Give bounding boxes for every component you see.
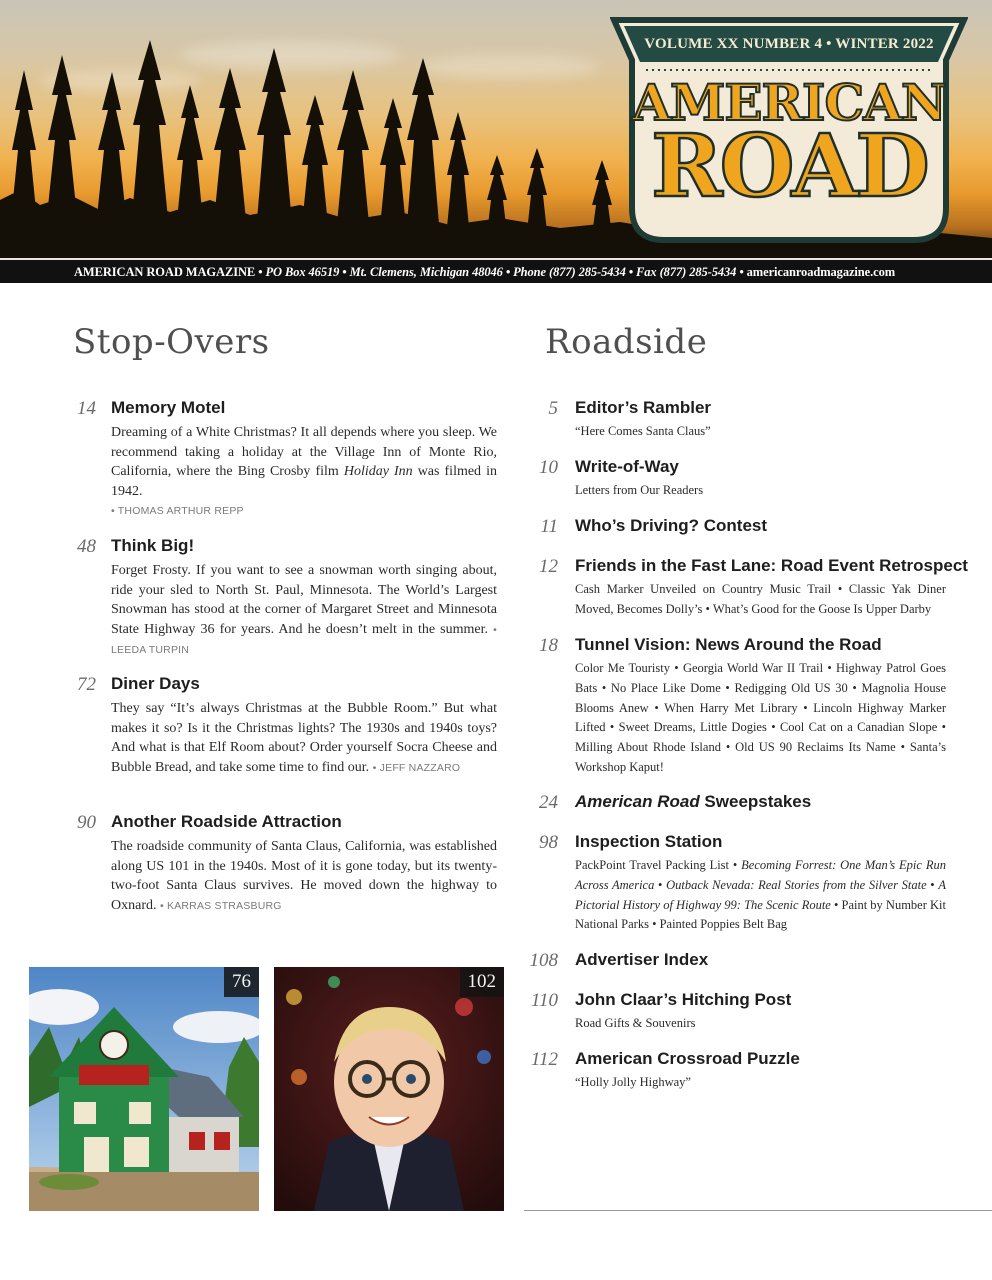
page-number: 18: [539, 635, 558, 656]
photo-ralphie[interactable]: [274, 967, 504, 1211]
page-number: 48: [77, 536, 96, 557]
page-number: 11: [540, 516, 558, 537]
entry-title: Inspection Station: [575, 832, 723, 851]
stopovers-heading: Stop-Overs: [73, 322, 270, 362]
page-number: 110: [530, 990, 558, 1011]
magazine-address: • PO Box 46519 • Mt. Clemens, Michigan 48046 • Phone (877) 285-5434 • Fax (877) 285-5434 •: [255, 265, 747, 279]
photo-page-tag: 76: [224, 967, 259, 997]
entry-description: Road Gifts & Souvenirs: [575, 1016, 696, 1030]
page-number: 12: [539, 556, 558, 577]
author: • LEEDA TURPIN: [111, 623, 498, 656]
author: • THOMAS ARTHUR REPP: [111, 505, 244, 517]
photo-santas-workshop[interactable]: [29, 967, 259, 1211]
american-road-logo: [610, 16, 968, 244]
website-link[interactable]: americanroadmagazine.com: [746, 265, 896, 279]
photo-page-tag: 102: [460, 967, 505, 997]
entry-description: Forget Frosty. If you want to see a snowman worth singing about, ride your sled to North St. Paul, Minnesota. The World’s Largest Snowman has stood at the corner of Margaret Street and Minnesota State Highway 36 for years. And he doesn’t melt in the summer. • LEEDA TURPIN: [111, 563, 498, 656]
header-photo: [0, 0, 992, 258]
entry-title: Another Roadside Attraction: [111, 812, 342, 831]
entry-title: Editor’s Rambler: [575, 398, 712, 417]
entry-title: American Crossroad Puzzle: [575, 1049, 800, 1068]
page-number: 112: [530, 1049, 558, 1070]
divider: [524, 1210, 992, 1211]
page-number: 14: [77, 398, 96, 419]
entry-description: Dreaming of a White Christmas? It all depends where you sleep. We recommend taking a holiday at the Village Inn of Monte Rio, California, where the Bing Crosby film Holiday Inn was filmed in 1942. • THOMAS ARTHUR REPP: [111, 425, 497, 517]
page-number: 5: [548, 398, 558, 419]
entry-title: Diner Days: [111, 674, 200, 693]
entry-description: Letters from Our Readers: [575, 483, 704, 497]
author: • KARRAS STRASBURG: [160, 899, 282, 912]
entry-description: PackPoint Travel Packing List • Becoming Forrest: One Man’s Epic Run Across America • Outback Nevada: Real Stories from the Silver State • A Pictorial History of Highway 99: The Scenic Route • Paint by Number Kit National Parks • Painted Poppies Belt Bag: [575, 858, 946, 932]
entry-description: “Here Comes Santa Claus”: [575, 424, 711, 438]
contact-bar: [0, 258, 992, 286]
magazine-name: AMERICAN ROAD MAGAZINE: [74, 265, 256, 279]
issue-volume: VOLUME XX NUMBER 4 • WINTER 2022: [644, 36, 934, 52]
logo-road: ROAD: [651, 116, 927, 217]
entry-description: “Holly Jolly Highway”: [575, 1075, 691, 1089]
entry-description: Cash Marker Unveiled on Country Music Trail • Classic Yak Diner Moved, Becomes Dolly’s • What’s Good for the Goose Is Upper Darby: [575, 582, 946, 616]
page-number: 24: [539, 792, 558, 813]
entry-description: Color Me Touristy • Georgia World War II Trail • Highway Patrol Goes Bats • No Place Like Dome • Redigging Old US 30 • Magnolia House Blooms Anew • When Harry Met Library • Lincoln Highway Marker Lifted • Sweet Dreams, Little Dogies • Cool Cat on a Canadian Slope • Milling About Rhode Island • Old US 90 Reclaims Its Name • Santa’s Workshop Kaput!: [575, 661, 946, 774]
entry-title: Who’s Driving? Contest: [575, 516, 768, 535]
entry-title: Write-of-Way: [575, 457, 679, 476]
page-number: 72: [77, 674, 96, 695]
roadside-heading: Roadside: [545, 322, 708, 362]
entry-description: The roadside community of Santa Claus, California, was established along US 101 in the 1940s. Most of it is gone today, but its twenty-two-foot Santa Claus survives. He moved down the highway to Oxnard. • KARRAS STRASBURG: [111, 839, 497, 913]
entry-title: Think Big!: [111, 536, 195, 555]
page-number: 10: [539, 457, 558, 478]
logo-american: AMERICAN: [632, 73, 946, 132]
entry-title: Advertiser Index: [575, 950, 709, 969]
entry-title: Tunnel Vision: News Around the Road: [575, 635, 882, 654]
entry-title: American Road Sweepstakes: [575, 792, 812, 811]
author: • JEFF NAZZARO: [372, 761, 461, 774]
entry-description: They say “It’s always Christmas at the Bubble Room.” But what makes it so? Is it the Christmas lights? The 1930s and 1940s toys? And what is that Elf Room about? Order yourself Socra Cheese and Bubble Bread, and take some time to find our. • JEFF NAZZARO: [111, 701, 497, 775]
page-number: 90: [77, 812, 96, 833]
entry-title: Memory Motel: [111, 398, 226, 417]
entry-title: John Claar’s Hitching Post: [575, 990, 792, 1009]
page-number: 98: [539, 832, 558, 853]
page-number: 108: [529, 950, 558, 971]
entry-title: Friends in the Fast Lane: Road Event Retrospect: [575, 556, 968, 575]
